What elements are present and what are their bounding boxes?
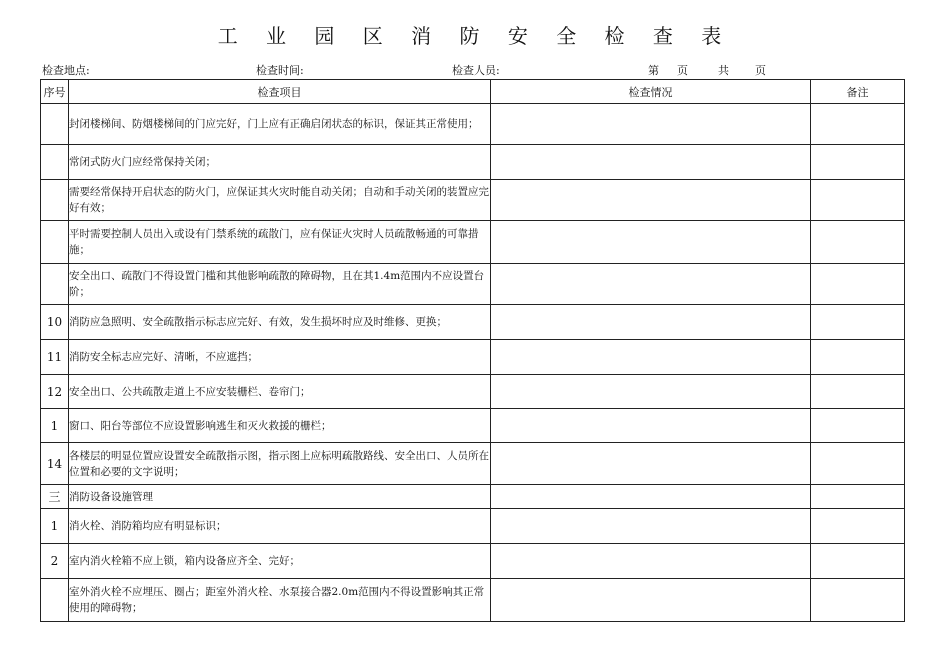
- table-row: [41, 305, 905, 340]
- row-number: 1: [41, 509, 69, 544]
- status-cell[interactable]: [491, 579, 811, 622]
- table-row: [41, 409, 905, 443]
- row-item: 安全出口、疏散门不得设置门槛和其他影响疏散的障碍物，且在其1.4m范围内不应设置台阶；: [69, 264, 491, 305]
- remark-cell[interactable]: [811, 221, 905, 264]
- header-remark: 备注: [811, 80, 905, 104]
- row-number: 10: [41, 305, 69, 340]
- status-cell[interactable]: [491, 145, 811, 180]
- remark-cell[interactable]: [811, 509, 905, 544]
- status-cell[interactable]: [491, 509, 811, 544]
- row-number: [41, 180, 69, 221]
- page-title: 工 业 园 区 消 防 安 全 检 查 表: [217, 24, 733, 48]
- header-no: 序号: [41, 80, 69, 104]
- remark-cell[interactable]: [811, 443, 905, 485]
- row-number: [41, 221, 69, 264]
- remark-cell[interactable]: [811, 145, 905, 180]
- row-item: 封闭楼梯间、防烟楼梯间的门应完好，门上应有正确启闭状态的标识，保证其正常使用；: [69, 104, 491, 145]
- total-unit: 页: [755, 64, 766, 77]
- table-row: [41, 375, 905, 409]
- remark-cell[interactable]: [811, 180, 905, 221]
- row-item: 室内消火栓箱不应上锁，箱内设备应齐全、完好；: [69, 544, 491, 579]
- page-unit: 页: [677, 64, 688, 77]
- status-cell[interactable]: [491, 264, 811, 305]
- row-number: [41, 264, 69, 305]
- row-number: 14: [41, 443, 69, 485]
- table-row: [41, 340, 905, 375]
- table-header-row: [41, 80, 905, 104]
- status-cell[interactable]: [491, 104, 811, 145]
- row-number: [41, 579, 69, 622]
- section-title: 消防设备设施管理: [69, 485, 491, 509]
- page-label: 第: [648, 64, 659, 77]
- remark-cell[interactable]: [811, 340, 905, 375]
- remark-cell[interactable]: [811, 485, 905, 509]
- time-label: 检查时间:: [256, 64, 304, 77]
- table-row: [41, 180, 905, 221]
- remark-cell[interactable]: [811, 305, 905, 340]
- row-number: [41, 104, 69, 145]
- row-item: 需要经常保持开启状态的防火门，应保证其火灾时能自动关闭；自动和手动关闭的装置应完好有效；: [69, 180, 491, 221]
- section-row: [41, 485, 905, 509]
- status-cell[interactable]: [491, 544, 811, 579]
- table-row: [41, 443, 905, 485]
- status-cell[interactable]: [491, 375, 811, 409]
- location-label: 检查地点:: [42, 64, 90, 77]
- table-row: [41, 221, 905, 264]
- row-item: 室外消火栓不应埋压、圈占；距室外消火栓、水泵接合器2.0m范围内不得设置影响其正常使用的障碍物；: [69, 579, 491, 622]
- row-item: 消防应急照明、安全疏散指示标志应完好、有效，发生损坏时应及时维修、更换；: [69, 305, 491, 340]
- row-item: 常闭式防火门应经常保持关闭；: [69, 145, 491, 180]
- status-cell[interactable]: [491, 305, 811, 340]
- status-cell[interactable]: [491, 221, 811, 264]
- row-number: 2: [41, 544, 69, 579]
- row-item: 平时需要控制人员出入或设有门禁系统的疏散门，应有保证火灾时人员疏散畅通的可靠措施；: [69, 221, 491, 264]
- remark-cell[interactable]: [811, 264, 905, 305]
- row-item: 消火栓、消防箱均应有明显标识；: [69, 509, 491, 544]
- row-item: 各楼层的明显位置应设置安全疏散指示图，指示图上应标明疏散路线、安全出口、人员所在位置和必要的文字说明；: [69, 443, 491, 485]
- table-row: [41, 544, 905, 579]
- remark-cell[interactable]: [811, 104, 905, 145]
- row-number: 1: [41, 409, 69, 443]
- status-cell[interactable]: [491, 443, 811, 485]
- table-row: [41, 104, 905, 145]
- table-row: [41, 145, 905, 180]
- table-row: [41, 579, 905, 622]
- remark-cell[interactable]: [811, 579, 905, 622]
- total-label: 共: [718, 64, 729, 77]
- row-item: 安全出口、公共疏散走道上不应安装栅栏、卷帘门；: [69, 375, 491, 409]
- row-item: 窗口、阳台等部位不应设置影响逃生和灭火救援的栅栏；: [69, 409, 491, 443]
- remark-cell[interactable]: [811, 409, 905, 443]
- status-cell[interactable]: [491, 340, 811, 375]
- status-cell[interactable]: [491, 180, 811, 221]
- table-row: [41, 509, 905, 544]
- row-number: [41, 145, 69, 180]
- header-item: 检查项目: [69, 80, 491, 104]
- header-status: 检查情况: [491, 80, 811, 104]
- inspection-table: [40, 79, 905, 622]
- status-cell[interactable]: [491, 485, 811, 509]
- section-number: 三: [41, 485, 69, 509]
- table-row: [41, 264, 905, 305]
- row-item: 消防安全标志应完好、清晰，不应遮挡；: [69, 340, 491, 375]
- inspector-label: 检查人员:: [452, 64, 500, 77]
- remark-cell[interactable]: [811, 544, 905, 579]
- status-cell[interactable]: [491, 409, 811, 443]
- row-number: 11: [41, 340, 69, 375]
- row-number: 12: [41, 375, 69, 409]
- remark-cell[interactable]: [811, 375, 905, 409]
